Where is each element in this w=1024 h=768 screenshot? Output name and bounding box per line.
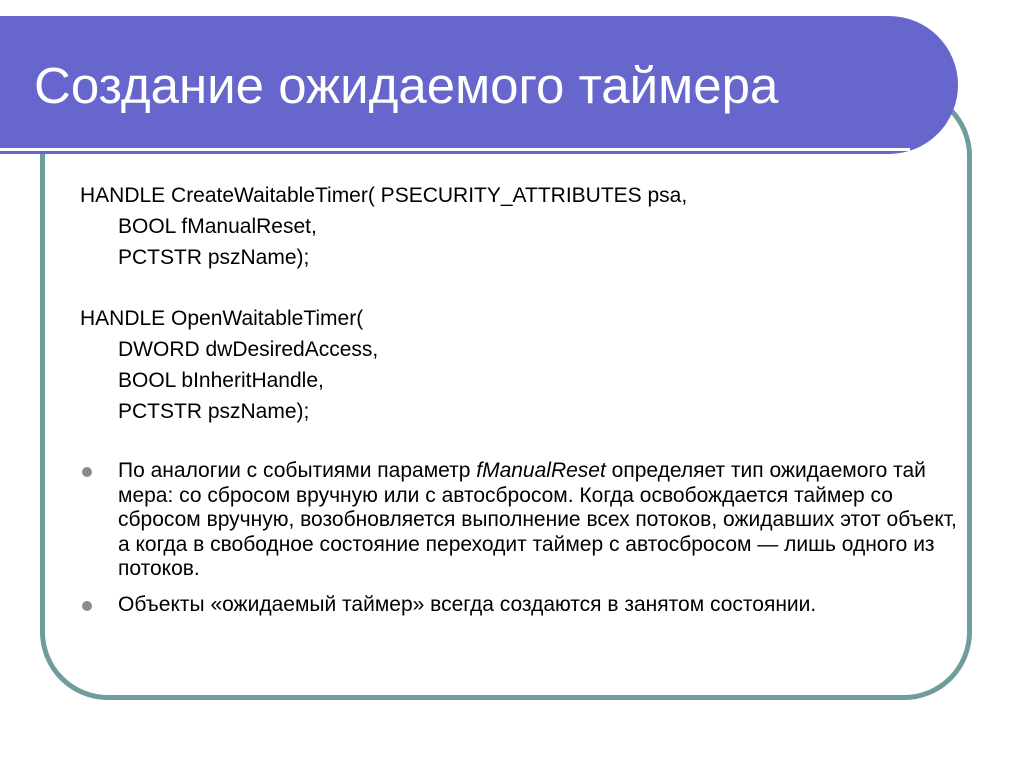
bullet-dot-icon	[82, 601, 92, 611]
code-line: HANDLE CreateWaitableTimer( PSECURITY_ATTRIBUTES psa,	[80, 184, 688, 207]
bullet-text: По аналогии с событиями параметр fManualReset определяет тип ожидаемого тай мера: со сбросом вручную или с автосбросом. Когда освобождается таймер со сбросом вручную, возобновляется выполнение всех потоков, ожидавших этот объект, а когда в свободное состояние переходит таймер с автосбросом — лишь одного из потоков.	[118, 459, 957, 580]
code-line: PCTSTR pszName);	[118, 246, 310, 269]
title-bar	[0, 16, 958, 154]
slide-title: Создание ожидаемого таймера	[34, 57, 779, 114]
code-block-create	[80, 180, 960, 273]
code-line: PCTSTR pszName);	[118, 400, 310, 423]
code-line: DWORD dwDesiredAccess,	[118, 338, 379, 361]
code-block-open	[80, 303, 960, 427]
bullet-list	[80, 459, 960, 617]
code-line: BOOL fManualReset,	[118, 215, 317, 238]
bullet-text: Объекты «ожидаемый таймер» всегда создаются в занятом состоянии.	[118, 592, 817, 616]
title-underline	[0, 148, 910, 151]
bullet-dot-icon	[82, 467, 92, 477]
param-name: fManualReset	[476, 459, 606, 482]
slide-body	[80, 180, 960, 628]
bullet-item	[80, 593, 960, 618]
bullet-item	[80, 459, 960, 582]
code-line: BOOL bInheritHandle,	[118, 369, 324, 392]
code-line: HANDLE OpenWaitableTimer(	[80, 307, 364, 330]
